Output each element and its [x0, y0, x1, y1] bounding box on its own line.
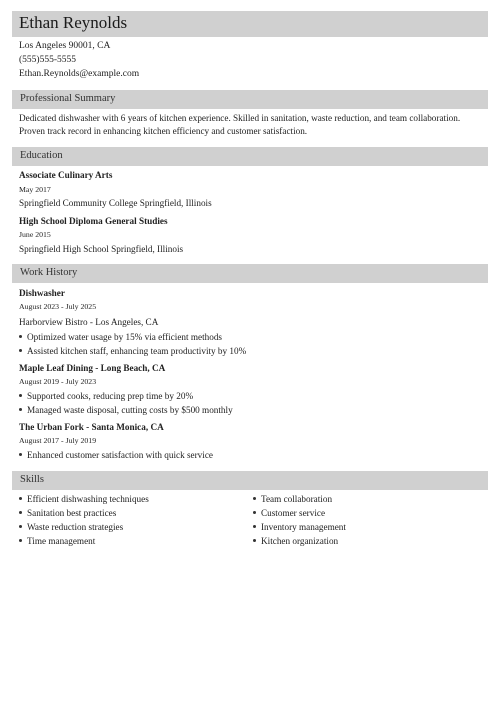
candidate-name: Ethan Reynolds [19, 13, 128, 32]
skill-item [19, 494, 149, 504]
contact-email: Ethan.Reynolds@example.com [19, 69, 140, 79]
job-bullet [19, 391, 193, 401]
skill-text: Inventory management [261, 522, 346, 532]
skill-item [253, 536, 338, 546]
section-title-education: Education [20, 150, 63, 161]
job-bullet [19, 450, 213, 460]
section-title-work: Work History [20, 267, 78, 278]
education-degree: High School Diploma General Studies [19, 216, 168, 226]
bullet-icon [19, 349, 22, 352]
education-date: June 2015 [19, 230, 51, 239]
job-bullet-text: Supported cooks, reducing prep time by 20% [27, 391, 194, 401]
education-school: Springfield Community College Springfield, Illinois [19, 198, 212, 208]
section-header-work [12, 264, 488, 283]
section-header-summary [12, 90, 488, 109]
bullet-icon [19, 408, 22, 411]
skill-text: Team collaboration [261, 494, 333, 504]
skill-item [19, 522, 123, 532]
skill-item [19, 508, 116, 518]
skill-item [253, 494, 332, 504]
job-title: Maple Leaf Dining - Long Beach, CA [19, 363, 166, 373]
job-title: The Urban Fork - Santa Monica, CA [19, 422, 164, 432]
job-bullet [19, 346, 246, 356]
contact-phone: (555)555-5555 [19, 55, 76, 65]
summary-line-2: Proven track record in enhancing kitchen efficiency and customer satisfaction. [19, 126, 308, 136]
skill-text: Time management [27, 536, 96, 546]
bullet-icon [253, 511, 256, 514]
section-title-summary: Professional Summary [20, 93, 116, 104]
skill-item [253, 522, 346, 532]
bullet-icon [253, 497, 256, 500]
education-school: Springfield High School Springfield, Illinois [19, 244, 184, 254]
job-bullet-text: Assisted kitchen staff, enhancing team productivity by 10% [27, 346, 247, 356]
education-date: May 2017 [19, 185, 51, 194]
section-title-skills: Skills [20, 474, 44, 485]
skill-text: Kitchen organization [261, 536, 339, 546]
section-header-skills [12, 471, 488, 490]
education-degree: Associate Culinary Arts [19, 170, 113, 180]
bullet-icon [19, 394, 22, 397]
bullet-icon [19, 335, 22, 338]
bullet-icon [253, 539, 256, 542]
bullet-icon [19, 539, 22, 542]
job-employer: Harborview Bistro - Los Angeles, CA [19, 317, 159, 327]
name-header [12, 11, 488, 37]
summary-line-1: Dedicated dishwasher with 6 years of kitchen experience. Skilled in sanitation, waste reduction, and team collaboration. [19, 113, 461, 123]
job-bullet-text: Enhanced customer satisfaction with quick service [27, 450, 213, 460]
job-bullet-text: Optimized water usage by 15% via efficient methods [27, 332, 223, 342]
bullet-icon [19, 525, 22, 528]
bullet-icon [19, 453, 22, 456]
job-dates: August 2017 - July 2019 [19, 436, 97, 445]
bullet-icon [19, 511, 22, 514]
skill-text: Customer service [261, 508, 326, 518]
bullet-icon [253, 525, 256, 528]
skill-item [19, 536, 95, 546]
job-bullet [19, 332, 222, 342]
job-bullet [19, 405, 233, 415]
job-bullet-text: Managed waste disposal, cutting costs by $500 monthly [27, 405, 233, 415]
job-dates: August 2019 - July 2023 [19, 377, 97, 386]
contact-address: Los Angeles 90001, CA [19, 41, 111, 51]
skill-text: Efficient dishwashing techniques [27, 494, 149, 504]
job-dates: August 2023 - July 2025 [19, 302, 97, 311]
job-title: Dishwasher [19, 288, 65, 298]
bullet-icon [19, 497, 22, 500]
skill-item [253, 508, 325, 518]
skill-text: Waste reduction strategies [27, 522, 124, 532]
skill-text: Sanitation best practices [27, 508, 117, 518]
section-header-education [12, 147, 488, 166]
